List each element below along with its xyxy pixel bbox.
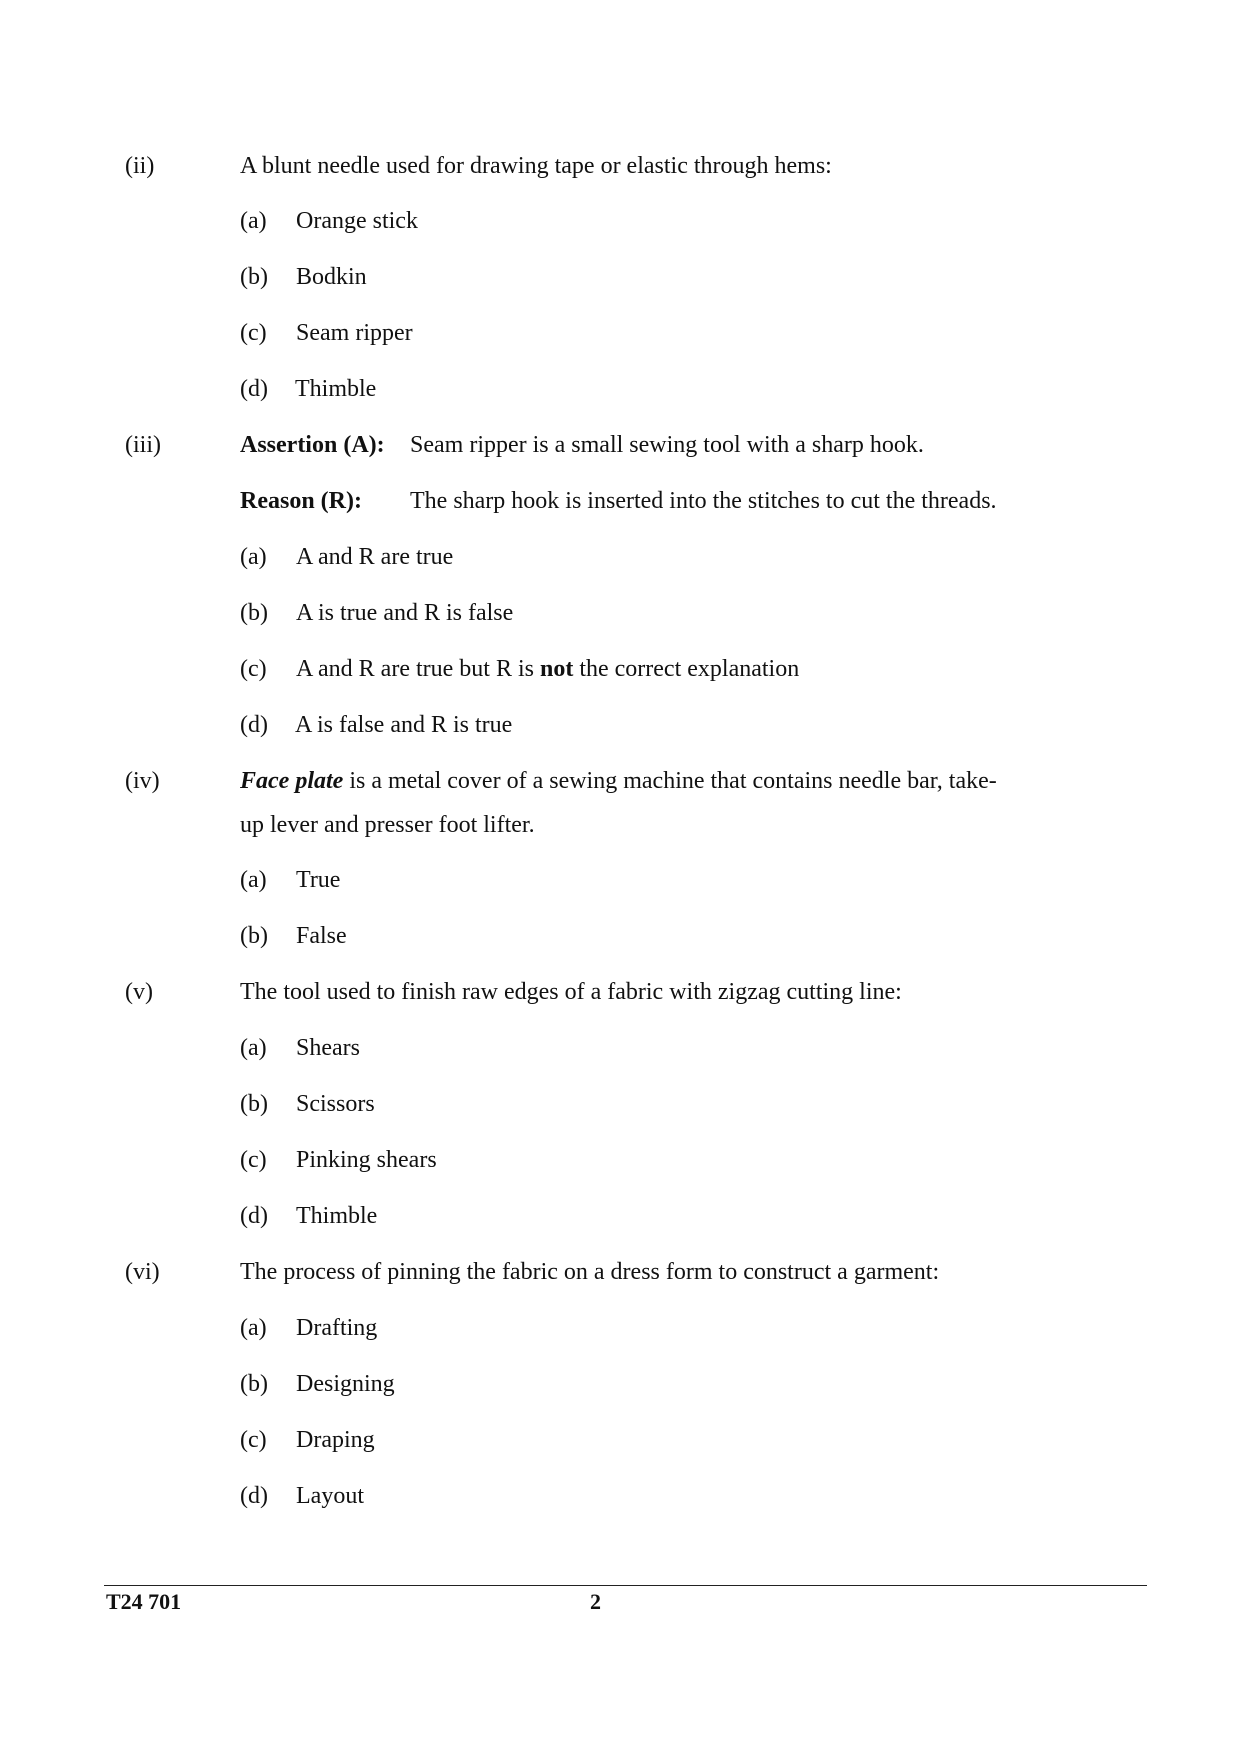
option-text: Thimble: [296, 1203, 378, 1229]
option-text: Orange stick: [296, 208, 418, 234]
option-text: Seam ripper: [296, 320, 413, 346]
option-text: A is false and R is true: [295, 712, 513, 738]
question-number: (v): [125, 979, 153, 1005]
option-letter: (b): [240, 1091, 268, 1117]
option-text: Scissors: [296, 1091, 375, 1117]
option-letter: (c): [240, 656, 267, 682]
option-text-after: the correct explanation: [573, 656, 800, 682]
question-term: Face plate: [240, 768, 344, 794]
question-text: The process of pinning the fabric on a dress form to construct a garment:: [240, 1259, 940, 1285]
option-letter: (c): [240, 320, 267, 346]
option-letter: (a): [240, 208, 267, 234]
option-text: Shears: [296, 1035, 360, 1061]
reason-text: The sharp hook is inserted into the stitches to cut the threads.: [410, 488, 997, 514]
option-text: Thimble: [295, 376, 377, 402]
option-text: True: [296, 867, 341, 893]
option-text: Bodkin: [296, 264, 367, 290]
question-text-line-1: [240, 767, 1040, 795]
assertion-label: Assertion (A):: [240, 432, 385, 458]
option-letter: (a): [240, 1035, 267, 1061]
footer-divider: [104, 1585, 1147, 1586]
paper-code: T24 701: [106, 1589, 182, 1614]
page-number: 2: [590, 1589, 601, 1614]
option-text: Layout: [296, 1483, 364, 1509]
option-letter: (a): [240, 1315, 267, 1341]
option-letter: (c): [240, 1427, 267, 1453]
option-letter: (b): [240, 923, 268, 949]
assertion-text: Seam ripper is a small sewing tool with a sharp hook.: [410, 432, 924, 458]
option-text-before: A and R are true but R is: [296, 656, 540, 682]
option-letter: (a): [240, 544, 267, 570]
option-letter: (b): [240, 1371, 268, 1397]
option-letter: (a): [240, 867, 267, 893]
option-text: Draping: [296, 1427, 375, 1453]
option-text: Designing: [296, 1371, 395, 1397]
question-number: (ii): [125, 153, 155, 179]
question-text: The tool used to finish raw edges of a fabric with zigzag cutting line:: [240, 979, 902, 1005]
question-number: (iv): [125, 768, 160, 794]
question-number: (vi): [125, 1259, 160, 1285]
option-letter: (b): [240, 264, 268, 290]
option-letter: (d): [240, 376, 268, 402]
option-text: A is true and R is false: [296, 600, 514, 626]
option-text: A and R are true: [296, 544, 454, 570]
option-text: Pinking shears: [296, 1147, 437, 1173]
option-text: False: [296, 923, 347, 949]
option-text-emphasis: not: [539, 656, 574, 682]
option-letter: (d): [240, 1483, 268, 1509]
question-text-rest: is a metal cover of a sewing machine that contains needle bar, take-: [343, 768, 997, 794]
question-text: A blunt needle used for drawing tape or elastic through hems:: [240, 153, 832, 179]
reason-label: Reason (R):: [240, 488, 362, 514]
option-letter: (c): [240, 1147, 267, 1173]
option-letter: (d): [240, 712, 268, 738]
option-text: Drafting: [296, 1315, 378, 1341]
option-letter: (b): [240, 600, 268, 626]
option-text: [296, 655, 1056, 683]
option-letter: (d): [240, 1203, 268, 1229]
question-number: (iii): [125, 432, 161, 458]
question-text-line-2: up lever and presser foot lifter.: [240, 812, 535, 838]
